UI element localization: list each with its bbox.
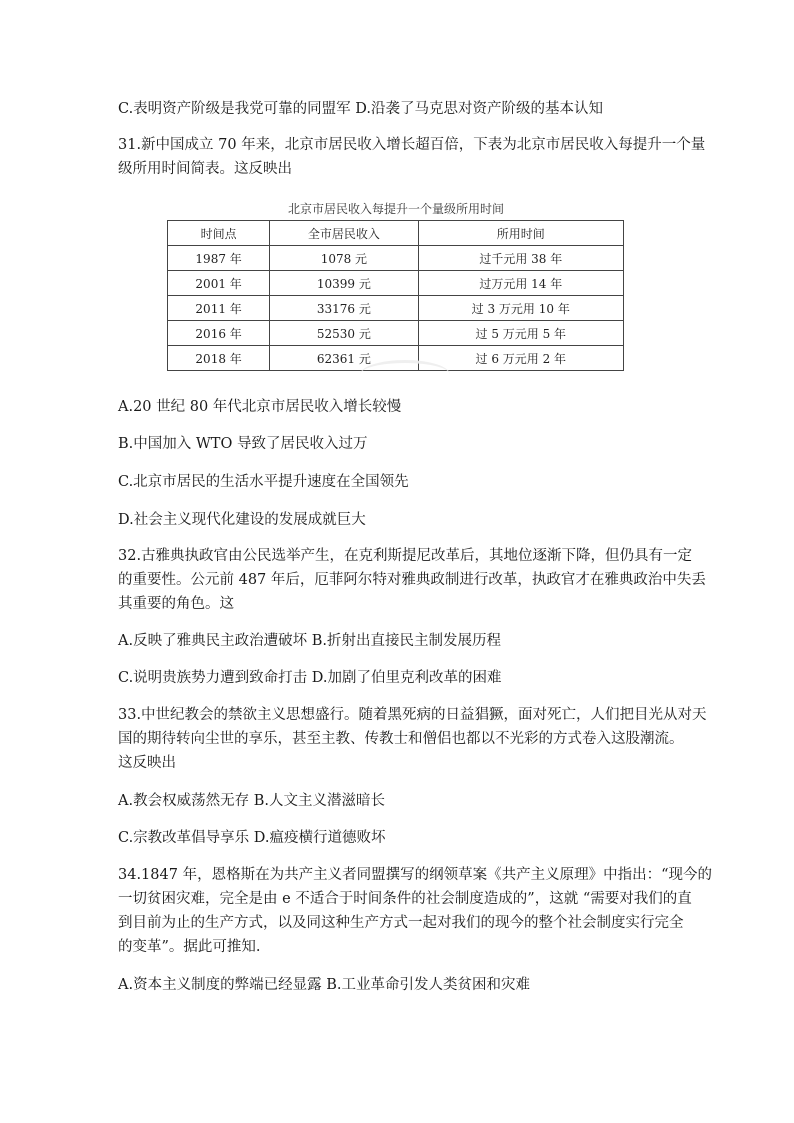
header-income: 全市居民收入 bbox=[270, 221, 418, 246]
option-31-b: B.中国加入 WTO 导致了居民收入过万 bbox=[118, 436, 368, 452]
table-row bbox=[168, 296, 624, 321]
question-34-line-4: 的变革”。据此可推知. bbox=[118, 939, 261, 955]
cell-year: 2018 年 bbox=[168, 346, 270, 371]
faint-watermark bbox=[360, 360, 450, 389]
option-line-30-cd: C.表明资产阶级是我党可靠的同盟军 D.沿袭了马克思对资产阶级的基本认知 bbox=[118, 101, 604, 117]
question-32-line-1: 32.古雅典执政官由公民选举产生，在克利斯提尼改革后，其地位逐渐下降，但仍具有一定 bbox=[118, 548, 693, 564]
question-31-line-2: 级所用时间简表。这反映出 bbox=[118, 161, 292, 177]
table-row bbox=[168, 246, 624, 271]
question-32-line-3: 其重要的角色。这 bbox=[118, 596, 234, 612]
header-duration: 所用时间 bbox=[418, 221, 623, 246]
cell-year: 2016 年 bbox=[168, 321, 270, 346]
header-time-point: 时间点 bbox=[168, 221, 270, 246]
cell-year: 2011 年 bbox=[168, 296, 270, 321]
option-32-ab: A.反映了雅典民主政治遭破坏 B.折射出直接民主制发展历程 bbox=[118, 633, 501, 649]
table-row bbox=[168, 321, 624, 346]
income-table bbox=[167, 220, 624, 371]
question-31-line-1: 31.新中国成立 70 年来，北京市居民收入增长超百倍，下表为北京市居民收入每提升一个量 bbox=[118, 137, 706, 153]
option-32-cd: C.说明贵族势力遭到致命打击 D.加剧了伯里克利改革的困难 bbox=[118, 670, 502, 686]
cell-income: 33176 元 bbox=[270, 296, 418, 321]
cell-duration: 过 3 万元用 10 年 bbox=[418, 296, 623, 321]
table-caption: 北京市居民收入每提升一个量级所用时间 bbox=[287, 202, 504, 216]
cell-duration: 过 6 万元用 2 年 bbox=[418, 346, 623, 371]
option-33-cd: C.宗教改革倡导享乐 D.瘟疫横行道德败坏 bbox=[118, 830, 386, 846]
table-header-row bbox=[168, 221, 624, 246]
cell-duration: 过千元用 38 年 bbox=[418, 246, 623, 271]
cell-income: 62361 元 bbox=[270, 346, 418, 371]
option-31-a: A.20 世纪 80 年代北京市居民收入增长较慢 bbox=[118, 399, 402, 415]
question-34-line-1: 34.1847 年，恩格斯在为共产主义者同盟撰写的纲领草案《共产主义原理》中指出：“现今的 bbox=[118, 867, 712, 883]
question-33-line-3: 这反映出 bbox=[118, 755, 176, 771]
cell-year: 2001 年 bbox=[168, 271, 270, 296]
cell-year: 1987 年 bbox=[168, 246, 270, 271]
cell-duration: 过万元用 14 年 bbox=[418, 271, 623, 296]
question-33-line-2: 国的期待转向尘世的享乐，甚至主教、传教士和僧侣也都以不光彩的方式卷入这股潮流。 bbox=[118, 731, 684, 747]
option-31-d: D.社会主义现代化建设的发展成就巨大 bbox=[118, 512, 366, 528]
cell-income: 52530 元 bbox=[270, 321, 418, 346]
question-32-line-2: 的重要性。公元前 487 年后，厄菲阿尔特对雅典政制进行改革，执政官才在雅典政治中失丢 bbox=[118, 572, 706, 588]
cell-income: 1078 元 bbox=[270, 246, 418, 271]
cell-income: 10399 元 bbox=[270, 271, 418, 296]
option-31-c: C.北京市居民的生活水平提升速度在全国领先 bbox=[118, 474, 409, 490]
table-row bbox=[168, 271, 624, 296]
question-33-line-1: 33.中世纪教会的禁欲主义思想盛行。随着黑死病的日益猖獗，面对死亡，人们把目光从对天 bbox=[118, 707, 707, 723]
option-34-ab: A.资本主义制度的弊端已经显露 B.工业革命引发人类贫困和灾难 bbox=[118, 977, 530, 993]
cell-duration: 过 5 万元用 5 年 bbox=[418, 321, 623, 346]
question-34-line-2: 一切贫困灾难，完全是由 e 不适合于时间条件的社会制度造成的”，这就 “需要对我们的直 bbox=[118, 891, 692, 907]
option-33-ab: A.教会权威荡然无存 B.人文主义潜滋暗长 bbox=[118, 793, 385, 809]
question-34-line-3: 到目前为止的生产方式，以及同这种生产方式一起对我们的现今的整个社会制度实行完全 bbox=[118, 915, 684, 931]
